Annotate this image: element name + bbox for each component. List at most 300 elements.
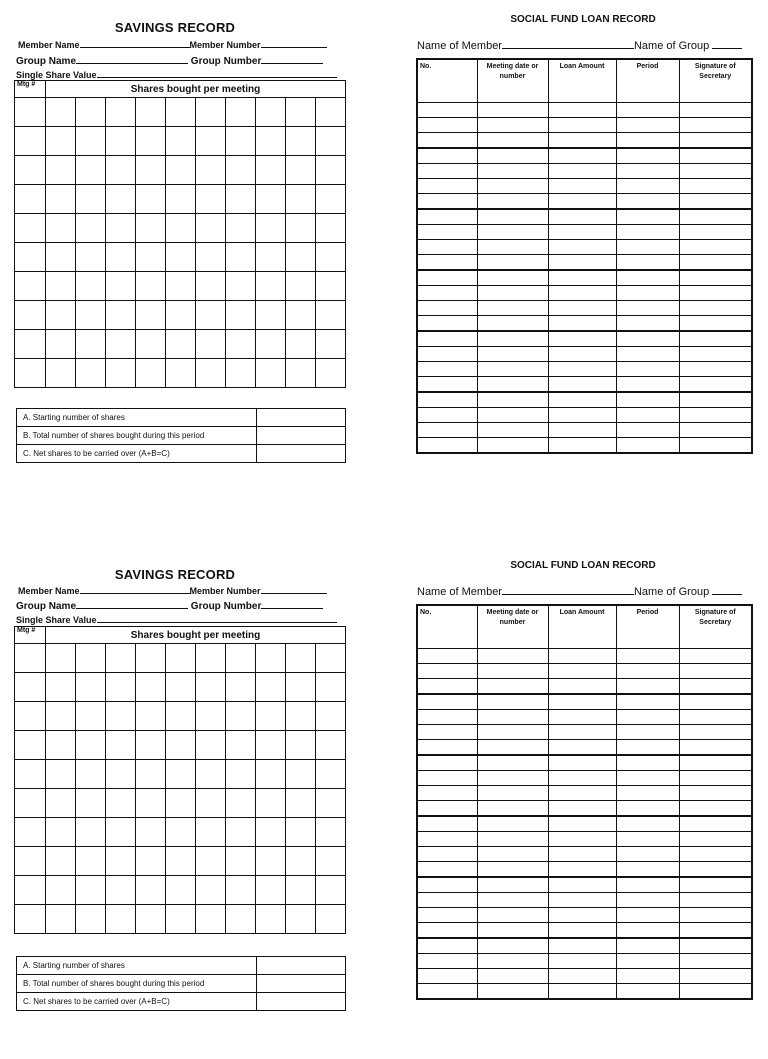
loan-cell[interactable] <box>417 984 477 1000</box>
shares-cell[interactable] <box>226 673 256 702</box>
shares-cell[interactable] <box>46 330 76 359</box>
shares-cell[interactable] <box>196 847 226 876</box>
mtg-cell[interactable] <box>15 156 46 185</box>
shares-cell[interactable] <box>106 789 136 818</box>
loan-cell[interactable] <box>477 347 548 362</box>
loan-cell[interactable] <box>477 832 548 847</box>
loan-cell[interactable] <box>477 954 548 969</box>
shares-cell[interactable] <box>46 760 76 789</box>
loan-cell[interactable] <box>616 331 679 347</box>
loan-cell[interactable] <box>548 179 616 194</box>
loan-cell[interactable] <box>679 740 752 756</box>
loan-cell[interactable] <box>417 164 477 179</box>
loan-cell[interactable] <box>679 362 752 377</box>
shares-cell[interactable] <box>196 644 226 673</box>
shares-cell[interactable] <box>196 127 226 156</box>
shares-cell[interactable] <box>256 243 286 272</box>
shares-cell[interactable] <box>76 702 106 731</box>
loan-cell[interactable] <box>616 194 679 210</box>
loan-cell[interactable] <box>616 786 679 801</box>
loan-cell[interactable] <box>616 133 679 149</box>
shares-cell[interactable] <box>46 127 76 156</box>
shares-cell[interactable] <box>286 702 316 731</box>
loan-cell[interactable] <box>679 392 752 408</box>
loan-cell[interactable] <box>548 316 616 332</box>
shares-cell[interactable] <box>46 243 76 272</box>
loan-cell[interactable] <box>417 209 477 225</box>
shares-cell[interactable] <box>136 272 166 301</box>
loan-cell[interactable] <box>679 923 752 939</box>
shares-cell[interactable] <box>136 905 166 934</box>
loan-cell[interactable] <box>679 664 752 679</box>
loan-cell[interactable] <box>417 148 477 164</box>
shares-cell[interactable] <box>106 876 136 905</box>
loan-cell[interactable] <box>548 679 616 695</box>
shares-cell[interactable] <box>316 905 346 934</box>
shares-cell[interactable] <box>286 789 316 818</box>
loan-cell[interactable] <box>477 679 548 695</box>
shares-cell[interactable] <box>136 789 166 818</box>
loan-cell[interactable] <box>679 209 752 225</box>
loan-cell[interactable] <box>548 725 616 740</box>
loan-cell[interactable] <box>679 786 752 801</box>
mtg-cell[interactable] <box>15 98 46 127</box>
loan-cell[interactable] <box>679 331 752 347</box>
shares-cell[interactable] <box>226 905 256 934</box>
loan-cell[interactable] <box>417 847 477 862</box>
loan-cell[interactable] <box>679 423 752 438</box>
loan-cell[interactable] <box>616 923 679 939</box>
shares-cell[interactable] <box>76 243 106 272</box>
shares-cell[interactable] <box>76 330 106 359</box>
shares-cell[interactable] <box>76 905 106 934</box>
loan-cell[interactable] <box>679 938 752 954</box>
shares-cell[interactable] <box>226 847 256 876</box>
loan-cell[interactable] <box>679 816 752 832</box>
loan-cell[interactable] <box>679 755 752 771</box>
shares-cell[interactable] <box>136 673 166 702</box>
shares-cell[interactable] <box>106 272 136 301</box>
loan-cell[interactable] <box>679 679 752 695</box>
loan-cell[interactable] <box>417 377 477 393</box>
loan-cell[interactable] <box>477 862 548 878</box>
shares-cell[interactable] <box>316 818 346 847</box>
loan-cell[interactable] <box>616 438 679 454</box>
loan-cell[interactable] <box>679 316 752 332</box>
shares-cell[interactable] <box>106 330 136 359</box>
loan-cell[interactable] <box>616 392 679 408</box>
shares-cell[interactable] <box>256 127 286 156</box>
loan-cell[interactable] <box>616 164 679 179</box>
shares-cell[interactable] <box>256 214 286 243</box>
loan-cell[interactable] <box>679 862 752 878</box>
shares-cell[interactable] <box>226 731 256 760</box>
loan-cell[interactable] <box>417 786 477 801</box>
shares-cell[interactable] <box>196 673 226 702</box>
summary-value-a[interactable] <box>257 409 346 427</box>
shares-cell[interactable] <box>46 359 76 388</box>
shares-cell[interactable] <box>136 731 166 760</box>
loan-cell[interactable] <box>679 118 752 133</box>
loan-cell[interactable] <box>477 664 548 679</box>
shares-cell[interactable] <box>286 330 316 359</box>
loan-cell[interactable] <box>417 771 477 786</box>
loan-cell[interactable] <box>679 133 752 149</box>
shares-cell[interactable] <box>256 644 286 673</box>
shares-cell[interactable] <box>46 818 76 847</box>
shares-cell[interactable] <box>226 818 256 847</box>
loan-cell[interactable] <box>477 893 548 908</box>
shares-cell[interactable] <box>166 673 196 702</box>
group-name-field[interactable] <box>16 55 323 67</box>
shares-cell[interactable] <box>196 731 226 760</box>
loan-cell[interactable] <box>548 438 616 454</box>
shares-cell[interactable] <box>196 702 226 731</box>
shares-cell[interactable] <box>196 301 226 330</box>
loan-cell[interactable] <box>548 408 616 423</box>
shares-cell[interactable] <box>76 818 106 847</box>
loan-cell[interactable] <box>616 270 679 286</box>
loan-cell[interactable] <box>616 755 679 771</box>
loan-cell[interactable] <box>548 148 616 164</box>
shares-cell[interactable] <box>196 359 226 388</box>
loan-cell[interactable] <box>477 103 548 118</box>
loan-cell[interactable] <box>616 225 679 240</box>
shares-cell[interactable] <box>196 214 226 243</box>
shares-cell[interactable] <box>286 731 316 760</box>
loan-cell[interactable] <box>616 694 679 710</box>
shares-cell[interactable] <box>316 847 346 876</box>
shares-cell[interactable] <box>106 214 136 243</box>
loan-cell[interactable] <box>616 408 679 423</box>
loan-cell[interactable] <box>417 832 477 847</box>
loan-cell[interactable] <box>548 194 616 210</box>
loan-cell[interactable] <box>616 301 679 316</box>
shares-cell[interactable] <box>316 760 346 789</box>
loan-cell[interactable] <box>548 225 616 240</box>
loan-cell[interactable] <box>417 801 477 817</box>
loan-cell[interactable] <box>548 240 616 255</box>
shares-cell[interactable] <box>286 301 316 330</box>
mtg-cell[interactable] <box>15 673 46 702</box>
shares-cell[interactable] <box>256 702 286 731</box>
loan-cell[interactable] <box>548 847 616 862</box>
loan-cell[interactable] <box>477 969 548 984</box>
shares-cell[interactable] <box>316 359 346 388</box>
loan-cell[interactable] <box>548 969 616 984</box>
summary-value-a[interactable] <box>257 957 346 975</box>
loan-cell[interactable] <box>548 270 616 286</box>
loan-cell[interactable] <box>477 438 548 454</box>
shares-cell[interactable] <box>316 156 346 185</box>
shares-cell[interactable] <box>166 272 196 301</box>
loan-cell[interactable] <box>679 255 752 271</box>
shares-cell[interactable] <box>136 818 166 847</box>
shares-cell[interactable] <box>136 876 166 905</box>
loan-cell[interactable] <box>477 984 548 1000</box>
shares-cell[interactable] <box>316 702 346 731</box>
loan-cell[interactable] <box>417 740 477 756</box>
shares-cell[interactable] <box>166 731 196 760</box>
loan-cell[interactable] <box>417 103 477 118</box>
loan-cell[interactable] <box>477 694 548 710</box>
loan-cell[interactable] <box>417 240 477 255</box>
shares-cell[interactable] <box>256 760 286 789</box>
loan-cell[interactable] <box>477 331 548 347</box>
shares-cell[interactable] <box>226 185 256 214</box>
loan-cell[interactable] <box>477 392 548 408</box>
shares-cell[interactable] <box>256 272 286 301</box>
loan-cell[interactable] <box>417 133 477 149</box>
loan-cell[interactable] <box>477 801 548 817</box>
loan-cell[interactable] <box>616 954 679 969</box>
loan-cell[interactable] <box>417 923 477 939</box>
loan-cell[interactable] <box>679 771 752 786</box>
loan-cell[interactable] <box>477 877 548 893</box>
loan-cell[interactable] <box>477 816 548 832</box>
loan-cell[interactable] <box>616 347 679 362</box>
shares-cell[interactable] <box>226 330 256 359</box>
loan-cell[interactable] <box>548 801 616 817</box>
shares-cell[interactable] <box>226 214 256 243</box>
shares-cell[interactable] <box>166 905 196 934</box>
loan-cell[interactable] <box>548 710 616 725</box>
loan-cell[interactable] <box>548 877 616 893</box>
mtg-cell[interactable] <box>15 789 46 818</box>
loan-cell[interactable] <box>548 938 616 954</box>
loan-cell[interactable] <box>477 316 548 332</box>
shares-cell[interactable] <box>106 98 136 127</box>
mtg-cell[interactable] <box>15 330 46 359</box>
loan-cell[interactable] <box>548 118 616 133</box>
shares-cell[interactable] <box>166 127 196 156</box>
loan-cell[interactable] <box>679 347 752 362</box>
shares-cell[interactable] <box>286 818 316 847</box>
shares-cell[interactable] <box>256 818 286 847</box>
loan-table-body[interactable] <box>417 103 752 454</box>
shares-cell[interactable] <box>226 702 256 731</box>
shares-cell[interactable] <box>226 301 256 330</box>
loan-cell[interactable] <box>417 286 477 301</box>
shares-cell[interactable] <box>286 673 316 702</box>
loan-cell[interactable] <box>548 923 616 939</box>
shares-cell[interactable] <box>76 156 106 185</box>
shares-cell[interactable] <box>256 876 286 905</box>
loan-cell[interactable] <box>616 423 679 438</box>
mtg-cell[interactable] <box>15 301 46 330</box>
loan-cell[interactable] <box>679 969 752 984</box>
shares-cell[interactable] <box>316 789 346 818</box>
shares-cell[interactable] <box>46 731 76 760</box>
loan-cell[interactable] <box>548 301 616 316</box>
loan-cell[interactable] <box>548 740 616 756</box>
loan-cell[interactable] <box>548 664 616 679</box>
loan-cell[interactable] <box>679 954 752 969</box>
shares-cell[interactable] <box>256 731 286 760</box>
loan-cell[interactable] <box>616 832 679 847</box>
loan-cell[interactable] <box>477 118 548 133</box>
shares-cell[interactable] <box>316 301 346 330</box>
shares-cell[interactable] <box>256 98 286 127</box>
shares-cell[interactable] <box>256 905 286 934</box>
shares-cell[interactable] <box>286 847 316 876</box>
shares-cell[interactable] <box>46 789 76 818</box>
loan-cell[interactable] <box>548 954 616 969</box>
loan-cell[interactable] <box>417 392 477 408</box>
shares-cell[interactable] <box>226 243 256 272</box>
loan-cell[interactable] <box>548 649 616 664</box>
loan-cell[interactable] <box>548 377 616 393</box>
loan-cell[interactable] <box>477 725 548 740</box>
shares-cell[interactable] <box>76 731 106 760</box>
shares-cell[interactable] <box>106 847 136 876</box>
mtg-cell[interactable] <box>15 818 46 847</box>
loan-cell[interactable] <box>477 301 548 316</box>
loan-cell[interactable] <box>477 923 548 939</box>
loan-cell[interactable] <box>477 164 548 179</box>
loan-cell[interactable] <box>679 225 752 240</box>
loan-cell[interactable] <box>417 179 477 194</box>
shares-cell[interactable] <box>316 185 346 214</box>
shares-cell[interactable] <box>76 847 106 876</box>
loan-cell[interactable] <box>548 209 616 225</box>
share-value-field[interactable] <box>16 614 337 625</box>
shares-cell[interactable] <box>226 876 256 905</box>
loan-table-body[interactable] <box>417 649 752 1000</box>
shares-cell[interactable] <box>76 673 106 702</box>
shares-cell[interactable] <box>316 243 346 272</box>
loan-cell[interactable] <box>548 331 616 347</box>
shares-cell[interactable] <box>196 789 226 818</box>
loan-cell[interactable] <box>477 148 548 164</box>
loan-cell[interactable] <box>417 649 477 664</box>
shares-cell[interactable] <box>136 702 166 731</box>
loan-cell[interactable] <box>417 270 477 286</box>
loan-cell[interactable] <box>548 771 616 786</box>
loan-cell[interactable] <box>417 710 477 725</box>
shares-cell[interactable] <box>136 214 166 243</box>
shares-cell[interactable] <box>136 644 166 673</box>
loan-cell[interactable] <box>679 847 752 862</box>
mtg-cell[interactable] <box>15 214 46 243</box>
summary-value-b[interactable] <box>257 427 346 445</box>
shares-cell[interactable] <box>76 272 106 301</box>
shares-cell[interactable] <box>196 330 226 359</box>
member-name-field[interactable] <box>18 585 327 596</box>
loan-cell[interactable] <box>616 209 679 225</box>
shares-cell[interactable] <box>136 185 166 214</box>
summary-value-c[interactable] <box>257 993 346 1011</box>
shares-cell[interactable] <box>76 644 106 673</box>
loan-cell[interactable] <box>679 103 752 118</box>
shares-cell[interactable] <box>196 243 226 272</box>
loan-cell[interactable] <box>679 725 752 740</box>
shares-cell[interactable] <box>286 876 316 905</box>
loan-cell[interactable] <box>417 725 477 740</box>
shares-cell[interactable] <box>46 185 76 214</box>
loan-cell[interactable] <box>477 908 548 923</box>
share-value-field[interactable] <box>16 69 337 80</box>
shares-cell[interactable] <box>76 789 106 818</box>
loan-cell[interactable] <box>616 362 679 377</box>
loan-cell[interactable] <box>616 984 679 1000</box>
loan-cell[interactable] <box>616 740 679 756</box>
loan-cell[interactable] <box>679 908 752 923</box>
loan-cell[interactable] <box>679 194 752 210</box>
shares-cell[interactable] <box>286 272 316 301</box>
shares-cell[interactable] <box>106 731 136 760</box>
shares-cell[interactable] <box>46 673 76 702</box>
loan-cell[interactable] <box>616 816 679 832</box>
shares-cell[interactable] <box>196 818 226 847</box>
loan-cell[interactable] <box>616 664 679 679</box>
loan-cell[interactable] <box>417 969 477 984</box>
loan-cell[interactable] <box>477 938 548 954</box>
shares-cell[interactable] <box>166 847 196 876</box>
shares-cell[interactable] <box>106 127 136 156</box>
loan-cell[interactable] <box>477 771 548 786</box>
loan-cell[interactable] <box>417 255 477 271</box>
loan-cell[interactable] <box>679 408 752 423</box>
mtg-cell[interactable] <box>15 702 46 731</box>
loan-cell[interactable] <box>616 679 679 695</box>
shares-cell[interactable] <box>46 98 76 127</box>
loan-cell[interactable] <box>679 984 752 1000</box>
loan-cell[interactable] <box>548 984 616 1000</box>
shares-cell[interactable] <box>136 301 166 330</box>
shares-cell[interactable] <box>46 847 76 876</box>
shares-cell[interactable] <box>286 644 316 673</box>
loan-cell[interactable] <box>616 148 679 164</box>
shares-cell[interactable] <box>106 185 136 214</box>
shares-cell[interactable] <box>256 185 286 214</box>
loan-cell[interactable] <box>679 301 752 316</box>
loan-cell[interactable] <box>616 771 679 786</box>
loan-cell[interactable] <box>477 270 548 286</box>
loan-cell[interactable] <box>679 893 752 908</box>
shares-cell[interactable] <box>76 760 106 789</box>
shares-cell[interactable] <box>226 359 256 388</box>
shares-cell[interactable] <box>166 98 196 127</box>
shares-cell[interactable] <box>106 301 136 330</box>
shares-cell[interactable] <box>106 818 136 847</box>
loan-cell[interactable] <box>417 316 477 332</box>
loan-cell[interactable] <box>548 103 616 118</box>
shares-cell[interactable] <box>136 760 166 789</box>
loan-cell[interactable] <box>417 755 477 771</box>
loan-cell[interactable] <box>679 438 752 454</box>
loan-cell[interactable] <box>477 423 548 438</box>
loan-cell[interactable] <box>417 438 477 454</box>
loan-cell[interactable] <box>417 225 477 240</box>
shares-cell[interactable] <box>226 127 256 156</box>
loan-cell[interactable] <box>477 225 548 240</box>
loan-member-line[interactable] <box>417 584 742 598</box>
shares-cell[interactable] <box>166 243 196 272</box>
loan-cell[interactable] <box>548 786 616 801</box>
loan-cell[interactable] <box>477 377 548 393</box>
shares-cell[interactable] <box>286 156 316 185</box>
loan-cell[interactable] <box>477 362 548 377</box>
loan-cell[interactable] <box>616 862 679 878</box>
loan-cell[interactable] <box>679 694 752 710</box>
loan-cell[interactable] <box>548 286 616 301</box>
loan-cell[interactable] <box>417 816 477 832</box>
loan-cell[interactable] <box>616 801 679 817</box>
loan-cell[interactable] <box>616 725 679 740</box>
shares-cell[interactable] <box>316 644 346 673</box>
mtg-cell[interactable] <box>15 644 46 673</box>
